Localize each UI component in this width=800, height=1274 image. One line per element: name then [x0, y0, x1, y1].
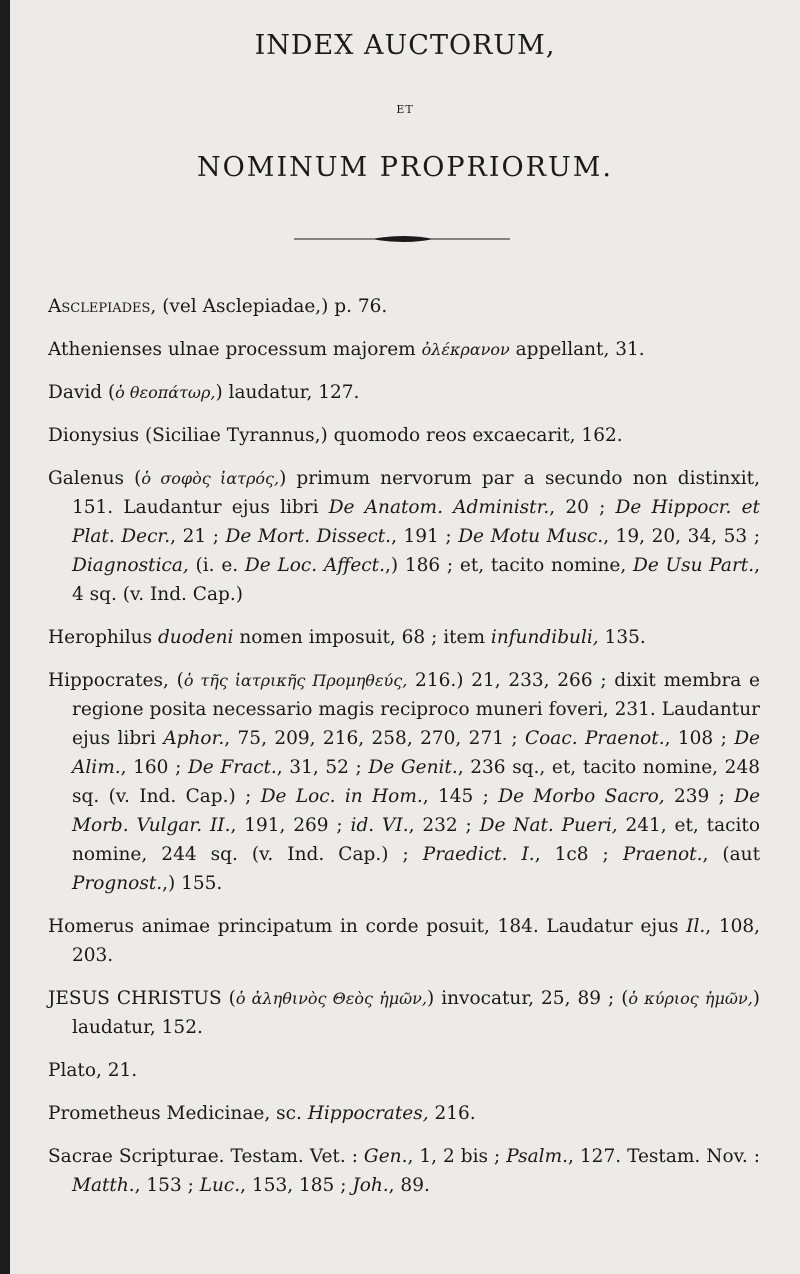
greek-text: ὁ θεοπάτωρ,	[115, 383, 216, 402]
book-title: De Alim.	[72, 728, 760, 778]
book-page	[10, 0, 800, 1274]
entry-hippocrates: Hippocrates, (ὁ τῆς ἰατρικῆς Προμηθεύς, 216.) 21, 233, 266 ; dixit membra e regione posita necessario magis reciproco muneri foveri, 231. Laudantur ejus libri Aphor., 75, 209, 216, 258, 270, 271 ; Coac. Praenot., 108 ; De Alim., 160 ; De Fract., 31, 52 ; De Genit., 236 sq., et, tacito nomine, 248 sq. (v. Ind. Cap.) ; De Loc. in Hom., 145 ; De Morbo Sacro, 239 ; De Morb. Vulgar. II., 191, 269 ; id. VI., 232 ; De Nat. Pueri, 241, et, tacito nomine, 244 sq. (v. Ind. Cap.) ; Praedict. I., 1c8 ; Praenot., (aut Prognost.,) 155.	[48, 670, 761, 894]
book-title: Luc.	[199, 1175, 241, 1196]
entry-dionysius: Dionysius (Siciliae Tyrannus,) quomodo reos excaecarit, 162.	[48, 425, 623, 446]
book-title: Joh.	[352, 1175, 389, 1196]
book-title: Gen.	[363, 1146, 408, 1167]
greek-text: ὁ κύριος ἡμῶν,	[628, 989, 753, 1008]
book-title: De Morbo Sacro,	[498, 786, 665, 807]
book-title: De Mort. Dissect.	[225, 526, 392, 547]
book-title: Praenot.	[622, 844, 703, 865]
index-title: INDEX AUCTORUM,	[254, 30, 556, 61]
book-title: De Anatom. Administr.	[328, 497, 550, 518]
entry-galenus: Galenus (ὁ σοφὸς ἰατρός,) primum nervorum par a secundo non distinxit, 151. Laudantur ejus libri De Anatom. Administr., 20 ; De Hippocr. et Plat. Decr., 21 ; De Mort. Dissect., 191 ; De Motu Musc., 19, 20, 34, 53 ; Diagnostica, (i. e. De Loc. Affect.,) 186 ; et, tacito nomine, De Usu Part., 4 sq. (v. Ind. Cap.)	[48, 468, 760, 605]
book-title: De Hippocr. et Plat. Decr.	[72, 497, 760, 547]
index-entries	[48, 292, 760, 1214]
book-title: De Morb. Vulgar. II.	[72, 786, 761, 836]
entry-asclepiades: Asclepiades, (vel Asclepiadae,) p. 76.	[48, 296, 388, 317]
book-title: Psalm.	[506, 1146, 569, 1167]
entry-name: Asclepiades,	[48, 296, 157, 317]
entry-jesus-christus: JESUS CHRISTUS (ὁ ἀληθινὸς Θεὸς ἡμῶν,) invocatur, 25, 89 ; (ὁ κύριος ἡμῶν,) laudatur, 152.	[48, 988, 760, 1038]
book-title: Matth.	[72, 1175, 135, 1196]
entry-david: David (ὁ θεοπάτωρ,) laudatur, 127.	[48, 382, 360, 403]
index-subtitle: NOMINUM PROPRIORUM.	[197, 152, 613, 183]
book-title: De Loc. in Hom.	[260, 786, 423, 807]
book-title: De Loc. Affect.	[244, 555, 385, 576]
entry-prometheus: Prometheus Medicinae, sc. Hippocrates, 216.	[48, 1103, 476, 1124]
greek-text: ὁ σοφὸς ἰατρός,	[141, 469, 280, 488]
entry-homerus: Homerus animae principatum in corde posuit, 184. Laudatur ejus Il., 108, 203.	[48, 916, 761, 966]
book-title: Diagnostica,	[72, 555, 189, 576]
book-title: De Fract.	[187, 757, 277, 778]
book-title: Prognost.	[72, 873, 163, 894]
term: duodeni	[157, 627, 234, 648]
book-title: Coac. Praenot.	[525, 728, 665, 749]
book-title: De Nat. Pueri,	[479, 815, 618, 836]
book-title: De Genit.	[368, 757, 458, 778]
term: infundibuli,	[490, 627, 599, 648]
book-title: De Usu Part.	[633, 555, 755, 576]
book-title: id. VI.	[350, 815, 409, 836]
book-title: Aphor.	[163, 728, 225, 749]
entry-plato: Plato, 21.	[48, 1060, 138, 1081]
book-title: Il.	[686, 916, 706, 937]
entry-herophilus: Herophilus duodeni nomen imposuit, 68 ; item infundibuli, 135.	[48, 627, 646, 648]
greek-text: ὁ τῆς ἰατρικῆς Προμηθεύς,	[183, 671, 408, 690]
title-conjunction: ET	[396, 103, 414, 116]
entry-athenienses: Athenienses ulnae processum majorem ὀλέκρανον appellant, 31.	[48, 339, 645, 360]
term: Hippocrates,	[307, 1103, 429, 1124]
greek-text: ὀλέκρανον	[421, 340, 510, 359]
book-title: De Motu Musc.	[458, 526, 604, 547]
entry-sacrae-scripturae: Sacrae Scripturae. Testam. Vet. : Gen., 1, 2 bis ; Psalm., 127. Testam. Nov. : Matth., 153 ; Luc., 153, 185 ; Joh., 89.	[48, 1146, 760, 1196]
ornamental-rule-divider	[294, 232, 510, 246]
book-title: Praedict. I.	[422, 844, 535, 865]
greek-text: ὁ ἀληθινὸς Θεὸς ἡμῶν,	[235, 989, 427, 1008]
